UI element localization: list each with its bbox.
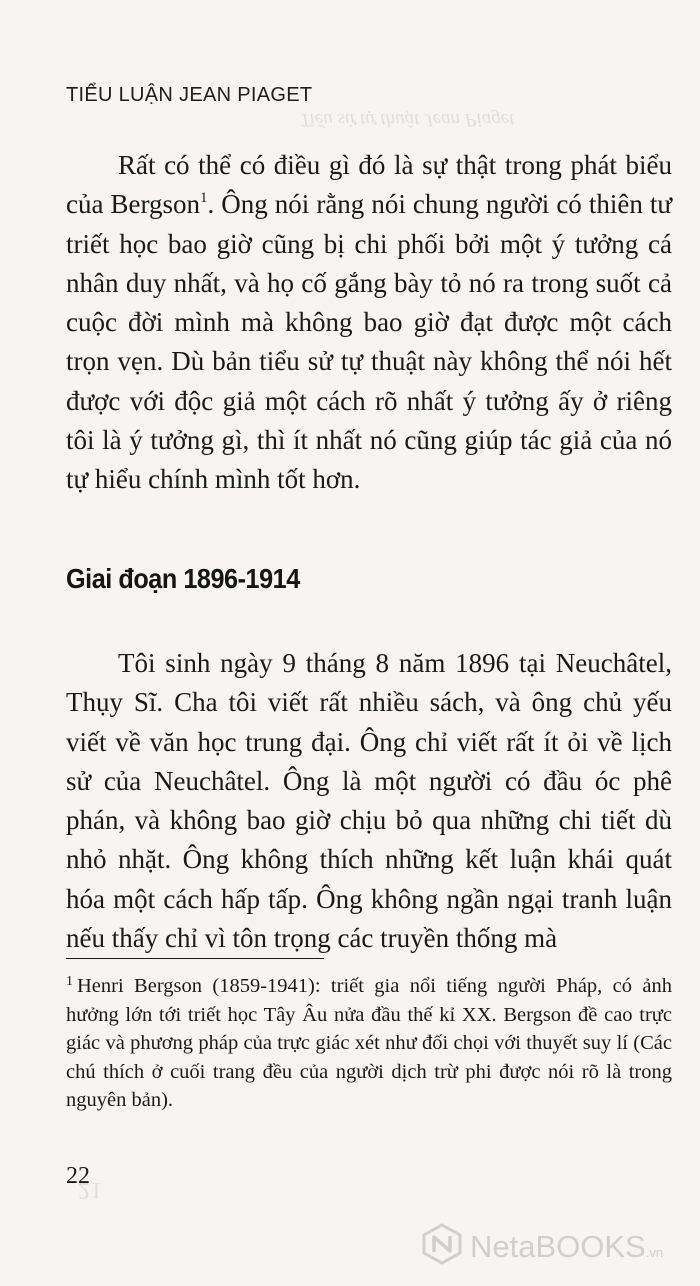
footnote-reference: 1 <box>200 190 208 207</box>
watermark <box>420 1222 663 1271</box>
footnote-separator <box>66 958 324 959</box>
footnote <box>66 972 672 1115</box>
paragraph-body: Tôi sinh ngày 9 tháng 8 năm 1896 tại Neuchâtel, Thụy Sĩ. Cha tôi viết rất nhiều sách, và ông chủ yếu viết về văn học trung đại. Ông chỉ viết rất ít ỏi về lịch sử của Neuchâtel. Ông là một người có đầu óc phê phán, và không bao giờ chịu bỏ qua những chi tiết dù nhỏ nhặt. Ông không thích những kết luận khái quát hóa một cách hấp tấp. Ông không ngần ngại tranh luận nếu thấy chỉ vì tôn trọng các truyền thống mà <box>66 648 672 954</box>
running-header: TIỂU LUẬN JEAN PIAGET <box>66 84 313 106</box>
netabooks-logo-icon <box>420 1222 464 1271</box>
section-heading: Giai đoạn 1896-1914 <box>66 563 300 594</box>
paragraph-intro <box>66 146 672 500</box>
watermark-text <box>470 1229 663 1265</box>
show-through-header: Tiểu sử tự thuật Jean Piaget <box>300 109 515 130</box>
paragraph-intro-text: Rất có thể có điều gì đó là sự thật trong phát biểu của Bergson <box>66 150 672 220</box>
watermark-brand: NetaBOOKS <box>470 1228 646 1264</box>
watermark-suffix: .vn <box>645 1244 664 1260</box>
footnote-mark: 1 <box>66 974 73 989</box>
show-through-page-number: 21 <box>78 1177 102 1203</box>
page-number: 22 <box>66 1163 90 1189</box>
footnote-text: Henri Bergson (1859-1941): triết gia nổi tiếng người Pháp, có ảnh hưởng lớn tới triết học Tây Âu nửa đầu thế kỉ XX. Bergson đề cao trực giác và phương pháp của trực giác xét như đối chọi với thuyết suy lí (Các chú thích ở cuối trang đều của người dịch trừ phi được nói rõ là trong nguyên bản). <box>66 975 672 1111</box>
paragraph-intro-rest: . Ông nói rằng nói chung người có thiên tư triết học bao giờ cũng bị chi phối bởi một ý tưởng cá nhân duy nhất, và họ cố gắng bày tỏ nó ra trong suốt cả cuộc đời mình mà không bao giờ đạt được một cách trọn vẹn. Dù bản tiểu sử tự thuật này không thể nói hết được với độc giả một cách rõ nhất ý tưởng ấy ở riêng tôi là ý tưởng gì, thì ít nhất nó cũng giúp tác giả của nó tự hiểu chính mình tốt hơn. <box>66 189 672 495</box>
